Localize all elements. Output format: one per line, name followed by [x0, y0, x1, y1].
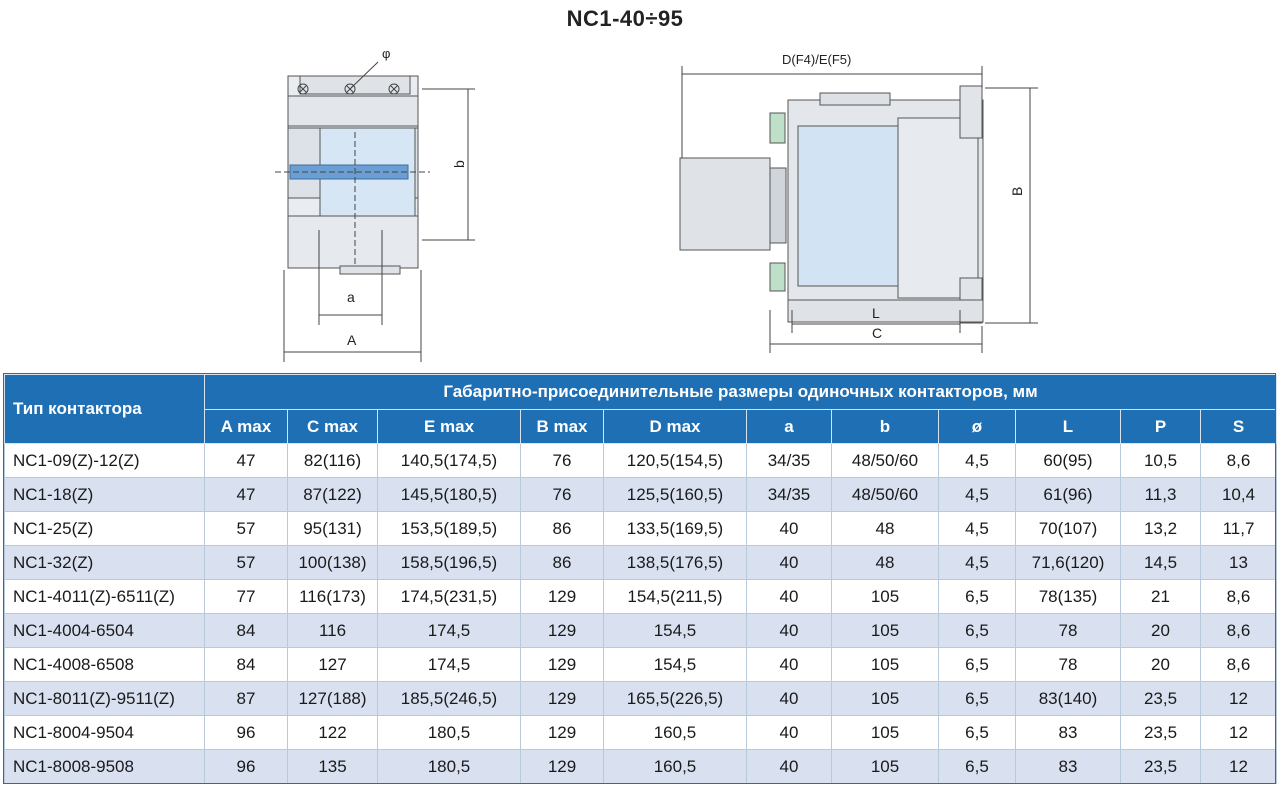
contactor-type-cell: NC1-25(Z): [5, 512, 205, 546]
A-label: A: [347, 332, 357, 348]
dimension-cell: 122: [288, 716, 378, 750]
dimension-cell: 84: [205, 614, 288, 648]
dimension-cell: 86: [521, 546, 604, 580]
dimension-cell: 48: [832, 512, 939, 546]
column-header: B max: [521, 410, 604, 444]
dimension-cell: 83(140): [1016, 682, 1121, 716]
dimension-cell: 57: [205, 512, 288, 546]
C-label: C: [872, 325, 883, 341]
dimension-cell: 153,5(189,5): [378, 512, 521, 546]
dimension-cell: 47: [205, 444, 288, 478]
dimension-cell: 116: [288, 614, 378, 648]
dimension-cell: 48: [832, 546, 939, 580]
header-type: Тип контактора: [5, 375, 205, 444]
dimension-cell: 70(107): [1016, 512, 1121, 546]
dimension-cell: 23,5: [1121, 750, 1201, 784]
dimension-cell: 4,5: [939, 546, 1016, 580]
dimension-cell: 10,4: [1201, 478, 1277, 512]
dimension-cell: 158,5(196,5): [378, 546, 521, 580]
dimension-cell: 4,5: [939, 512, 1016, 546]
dimensions-table: [4, 374, 1277, 784]
dimension-cell: 11,3: [1121, 478, 1201, 512]
dimension-cell: 145,5(180,5): [378, 478, 521, 512]
dimension-cell: 10,5: [1121, 444, 1201, 478]
column-header: P: [1121, 410, 1201, 444]
dimension-cell: 165,5(226,5): [604, 682, 747, 716]
dimension-cell: 8,6: [1201, 580, 1277, 614]
dimension-cell: 83: [1016, 716, 1121, 750]
dimension-cell: 125,5(160,5): [604, 478, 747, 512]
dimension-cell: 48/50/60: [832, 444, 939, 478]
table-row: [5, 512, 1277, 546]
dimension-cell: 71,6(120): [1016, 546, 1121, 580]
contactor-type-cell: NC1-4011(Z)-6511(Z): [5, 580, 205, 614]
dimension-cell: 180,5: [378, 716, 521, 750]
dimension-cell: 105: [832, 614, 939, 648]
dimension-cell: 23,5: [1121, 682, 1201, 716]
dimension-cell: 6,5: [939, 682, 1016, 716]
dimension-cell: 61(96): [1016, 478, 1121, 512]
table-row: [5, 614, 1277, 648]
contactor-type-cell: NC1-4008-6508: [5, 648, 205, 682]
dimension-cell: 40: [747, 682, 832, 716]
dimension-cell: 116(173): [288, 580, 378, 614]
dimension-cell: 13,2: [1121, 512, 1201, 546]
dimension-cell: 12: [1201, 716, 1277, 750]
dimension-cell: 154,5: [604, 614, 747, 648]
dimension-cell: 154,5(211,5): [604, 580, 747, 614]
dimension-cell: 12: [1201, 750, 1277, 784]
dimension-cell: 60(95): [1016, 444, 1121, 478]
table-row: [5, 648, 1277, 682]
dimension-cell: 47: [205, 478, 288, 512]
dimension-cell: 133,5(169,5): [604, 512, 747, 546]
phi-label: φ: [382, 46, 391, 61]
D-label: D(F4)/E(F5): [782, 52, 852, 67]
dimension-cell: 105: [832, 580, 939, 614]
dimension-cell: 96: [205, 750, 288, 784]
dimension-cell: 160,5: [604, 750, 747, 784]
dimension-cell: 140,5(174,5): [378, 444, 521, 478]
contactor-type-cell: NC1-18(Z): [5, 478, 205, 512]
dimension-cell: 20: [1121, 648, 1201, 682]
dimension-cell: 13: [1201, 546, 1277, 580]
dimension-cell: 87(122): [288, 478, 378, 512]
column-header: D max: [604, 410, 747, 444]
dimension-cell: 4,5: [939, 478, 1016, 512]
dimension-cell: 21: [1121, 580, 1201, 614]
dimension-cell: 135: [288, 750, 378, 784]
dimension-cell: 160,5: [604, 716, 747, 750]
column-header: C max: [288, 410, 378, 444]
dimension-cell: 23,5: [1121, 716, 1201, 750]
dimension-cell: 84: [205, 648, 288, 682]
table-row: [5, 682, 1277, 716]
dimension-cell: 20: [1121, 614, 1201, 648]
dimension-cell: 174,5: [378, 648, 521, 682]
column-header: E max: [378, 410, 521, 444]
side-view-drawing: [670, 48, 1040, 363]
dimension-cell: 40: [747, 716, 832, 750]
dimension-cell: 87: [205, 682, 288, 716]
dimension-cell: 138,5(176,5): [604, 546, 747, 580]
page-title: NC1-40÷95: [566, 6, 684, 31]
table-row: [5, 716, 1277, 750]
dimension-cell: 95(131): [288, 512, 378, 546]
column-header: L: [1016, 410, 1121, 444]
contactor-type-cell: NC1-8011(Z)-9511(Z): [5, 682, 205, 716]
dimension-cell: 83: [1016, 750, 1121, 784]
column-header: A max: [205, 410, 288, 444]
table-row: [5, 478, 1277, 512]
dimension-cell: 105: [832, 682, 939, 716]
dimension-cell: 6,5: [939, 648, 1016, 682]
dimension-cell: 174,5(231,5): [378, 580, 521, 614]
dimension-cell: 129: [521, 614, 604, 648]
table-row: [5, 580, 1277, 614]
dimension-cell: 34/35: [747, 478, 832, 512]
contactor-type-cell: NC1-8004-9504: [5, 716, 205, 750]
dimension-cell: 105: [832, 750, 939, 784]
table-row: [5, 546, 1277, 580]
dimension-cell: 77: [205, 580, 288, 614]
dimension-cell: 129: [521, 648, 604, 682]
dimension-cell: 78: [1016, 648, 1121, 682]
table-row: [5, 750, 1277, 784]
dimension-cell: 129: [521, 716, 604, 750]
dimension-cell: 4,5: [939, 444, 1016, 478]
column-header: S: [1201, 410, 1277, 444]
dimension-cell: 40: [747, 580, 832, 614]
dimension-cell: 120,5(154,5): [604, 444, 747, 478]
dimension-cell: 76: [521, 444, 604, 478]
dimension-cell: 96: [205, 716, 288, 750]
dimension-cell: 129: [521, 682, 604, 716]
dimension-cell: 6,5: [939, 750, 1016, 784]
dimension-cell: 76: [521, 478, 604, 512]
dimension-cell: 8,6: [1201, 444, 1277, 478]
dimension-cell: 40: [747, 614, 832, 648]
dimension-cell: 154,5: [604, 648, 747, 682]
dimension-cell: 40: [747, 750, 832, 784]
contactor-type-cell: NC1-8008-9508: [5, 750, 205, 784]
dimension-cell: 86: [521, 512, 604, 546]
dimension-cell: 78(135): [1016, 580, 1121, 614]
dimension-cell: 8,6: [1201, 614, 1277, 648]
dimension-cell: 82(116): [288, 444, 378, 478]
column-header: b: [832, 410, 939, 444]
dimension-cell: 185,5(246,5): [378, 682, 521, 716]
dimension-cell: 11,7: [1201, 512, 1277, 546]
dimension-cell: 6,5: [939, 614, 1016, 648]
contactor-type-cell: NC1-32(Z): [5, 546, 205, 580]
dimensions-table-wrapper: [4, 374, 1276, 783]
dimension-cell: 127: [288, 648, 378, 682]
dimension-cell: 129: [521, 750, 604, 784]
front-view-drawing: [270, 40, 490, 365]
dimension-cell: 6,5: [939, 716, 1016, 750]
dimension-cell: 14,5: [1121, 546, 1201, 580]
B-label: B: [1009, 186, 1025, 196]
table-row: [5, 444, 1277, 478]
dimension-cell: 40: [747, 648, 832, 682]
dimension-cell: 40: [747, 512, 832, 546]
column-header: a: [747, 410, 832, 444]
b-label: b: [451, 160, 467, 168]
dimension-cell: 105: [832, 716, 939, 750]
dimension-cell: 8,6: [1201, 648, 1277, 682]
table-body: [5, 444, 1277, 784]
dimension-cell: 57: [205, 546, 288, 580]
dimension-cell: 48/50/60: [832, 478, 939, 512]
dimension-cell: 40: [747, 546, 832, 580]
contactor-type-cell: NC1-09(Z)-12(Z): [5, 444, 205, 478]
dimension-cell: 174,5: [378, 614, 521, 648]
dimension-cell: 6,5: [939, 580, 1016, 614]
dimension-cell: 127(188): [288, 682, 378, 716]
dimension-cell: 105: [832, 648, 939, 682]
L-label: L: [872, 305, 880, 321]
contactor-type-cell: NC1-4004-6504: [5, 614, 205, 648]
dimension-cell: 129: [521, 580, 604, 614]
dimension-cell: 34/35: [747, 444, 832, 478]
header-group: Габаритно-присоединительные размеры одиночных контакторов, мм: [205, 375, 1277, 410]
a-label: a: [347, 289, 355, 305]
dimension-cell: 78: [1016, 614, 1121, 648]
dimension-cell: 180,5: [378, 750, 521, 784]
column-header: ø: [939, 410, 1016, 444]
dimension-cell: 100(138): [288, 546, 378, 580]
dimension-cell: 12: [1201, 682, 1277, 716]
